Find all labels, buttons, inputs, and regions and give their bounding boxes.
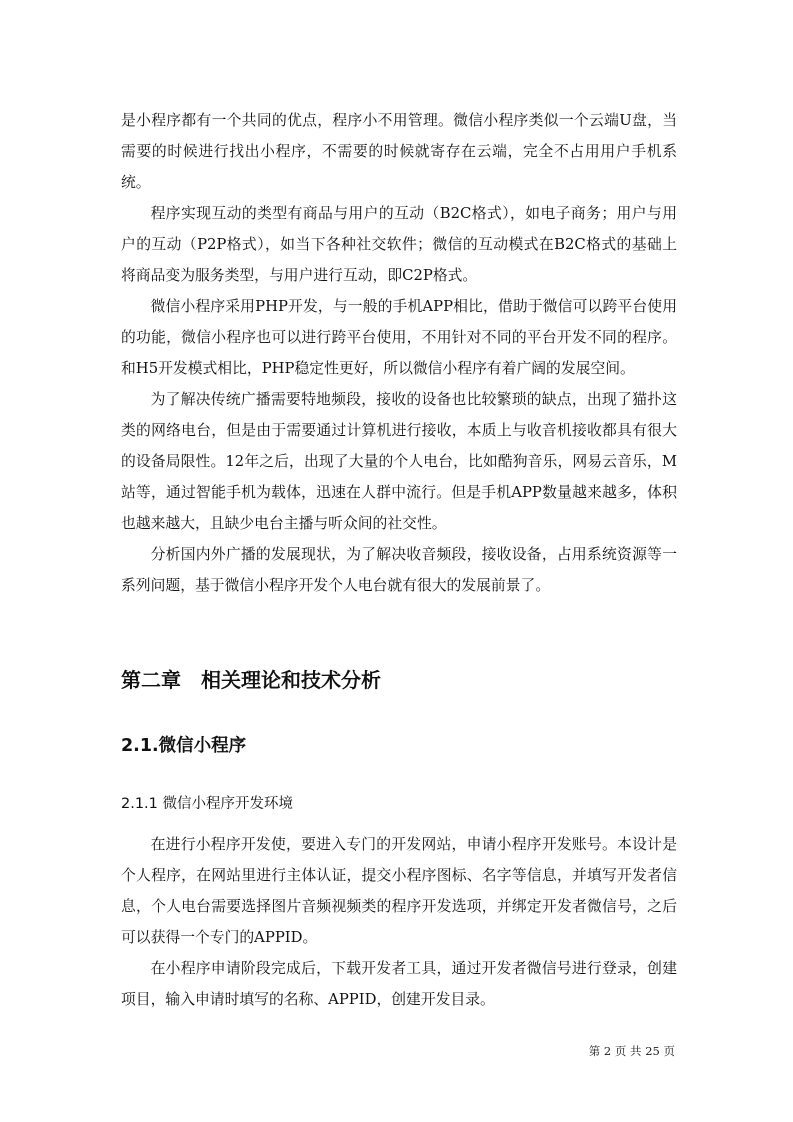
paragraph: 微信小程序采用PHP开发，与一般的手机APP相比，借助于微信可以跨平台使用的功能，微信小程序也可以进行跨平台使用，不用针对不同的平台开发不同的程序。和H5开发模式相比，PHP稳定性更好，所以微信小程序有着广阔的发展空间。 — [121, 298, 677, 377]
section-heading: 2.1.微信小程序 — [121, 736, 247, 756]
paragraph: 程序实现互动的类型有商品与用户的互动（B2C格式），如电子商务；用户与用户的互动（P2P格式），如当下各种社交软件；微信的互动模式在B2C格式的基础上将商品变为服务类型，与用户进行互动，即C2P格式。 — [121, 205, 677, 284]
subsection-heading: 2.1.1 微信小程序开发环境 — [121, 796, 294, 812]
paragraph: 分析国内外广播的发展现状，为了解决收音频段，接收设备，占用系统资源等一系列问题，基于微信小程序开发个人电台就有很大的发展前景了。 — [121, 546, 677, 594]
body-text-block-1 — [121, 105, 677, 601]
paragraph: 在小程序申请阶段完成后，下载开发者工具，通过开发者微信号进行登录，创建项目，输入申请时填写的名称、APPID，创建开发目录。 — [121, 960, 677, 1008]
body-text-block-2 — [121, 829, 677, 1015]
page-number-footer: 第 2 页 共 25 页 — [588, 1044, 675, 1058]
chapter-heading: 第二章 相关理论和技术分析 — [121, 668, 381, 692]
paragraph: 在进行小程序开发使，要进入专门的开发网站，申请小程序开发账号。本设计是个人程序，在网站里进行主体认证，提交小程序图标、名字等信息，并填写开发者信息，个人电台需要选择图片音频视频类的程序开发选项，并绑定开发者微信号，之后可以获得一个专门的APPID。 — [121, 836, 677, 946]
paragraph: 是小程序都有一个共同的优点，程序小不用管理。微信小程序类似一个云端U盘，当需要的时候进行找出小程序，不需要的时候就寄存在云端，完全不占用用户手机系统。 — [121, 112, 677, 191]
paragraph: 为了解决传统广播需要特地频段，接收的设备也比较繁琐的缺点，出现了猫扑这类的网络电台，但是由于需要通过计算机进行接收，本质上与收音机接收都具有很大的设备局限性。12年之后，出现了大量的个人电台，比如酷狗音乐，网易云音乐，M站等，通过智能手机为载体，迅速在人群中流行。但是手机APP数量越来越多，体积也越来越大，且缺少电台主播与听众间的社交性。 — [121, 391, 677, 532]
